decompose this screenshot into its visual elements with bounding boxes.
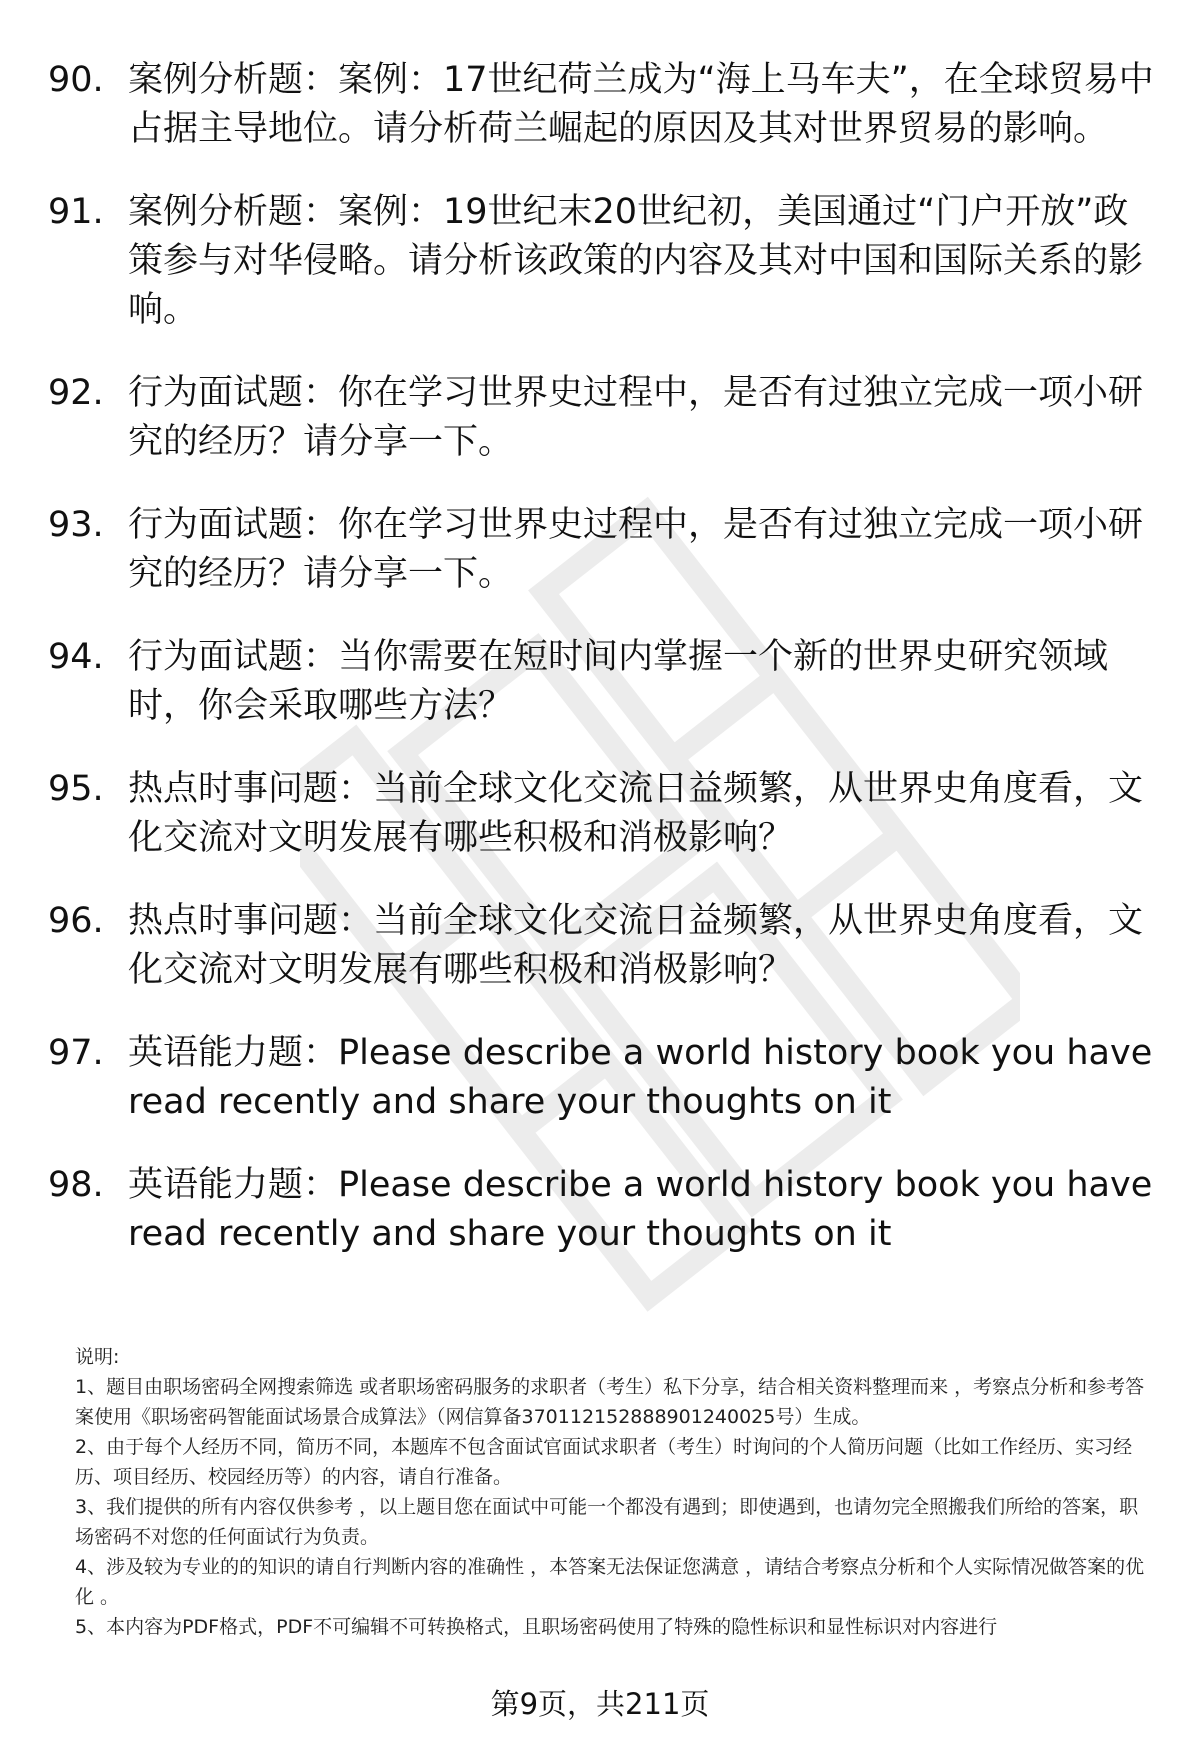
question-number: 92. [48,373,104,413]
question-item [48,633,1158,731]
disclaimer-notes [75,1342,1155,1642]
question-number: 90. [48,60,104,100]
question-number: 93. [48,505,104,545]
question-text: 热点时事问题：当前全球文化交流日益频繁，从世界史角度看，文化交流对文明发展有哪些积极和消极影响？ [128,901,1144,990]
question-text: 行为面试题：你在学习世界史过程中，是否有过独立完成一项小研究的经历？请分享一下。 [128,505,1144,594]
notes-heading: 说明: [75,1346,120,1368]
question-item [48,765,1158,863]
question-text: 行为面试题：当你需要在短时间内掌握一个新的世界史研究领域时，你会采取哪些方法？ [128,637,1109,726]
question-item [48,897,1158,995]
question-text: 案例分析题：案例：17世纪荷兰成为“海上马车夫”，在全球贸易中占据主导地位。请分析荷兰崛起的原因及其对世界贸易的影响。 [128,60,1154,149]
question-text: 英语能力题：Please describe a world history book you have read recently and share your thoughts on it [128,1033,1153,1122]
question-text: 热点时事问题：当前全球文化交流日益频繁，从世界史角度看，文化交流对文明发展有哪些积极和消极影响？ [128,769,1144,858]
question-item [48,188,1158,335]
page-footer [0,1684,1200,1724]
question-number: 94. [48,637,104,677]
note-item: 1、题目由职场密码全网搜索筛选 或者职场密码服务的求职者（考生）私下分享，结合相关资料整理而来 ，考察点分析和参考答案使用《职场密码智能面试场景合成算法》（网信算备370112152888901240025号）生成。 [75,1376,1145,1428]
question-text: 英语能力题：Please describe a world history book you have read recently and share your thoughts on it [128,1165,1153,1254]
question-item [48,501,1158,599]
question-number: 95. [48,769,104,809]
note-item: 2、由于每个人经历不同，简历不同，本题库不包含面试官面试求职者（考生）时询问的个人简历问题（比如工作经历、实习经历、项目经历、校园经历等）的内容，请自行准备。 [75,1436,1133,1488]
question-text: 案例分析题：案例：19世纪末20世纪初，美国通过“门户开放”政策参与对华侵略。请分析该政策的内容及其对中国和国际关系的影响。 [128,192,1144,330]
question-number: 97. [48,1033,104,1073]
question-item [48,56,1158,154]
question-number: 91. [48,192,104,232]
question-text: 行为面试题：你在学习世界史过程中，是否有过独立完成一项小研究的经历？请分享一下。 [128,373,1144,462]
note-item: 4、涉及较为专业的的知识的请自行判断内容的准确性 ，本答案无法保证您满意 ，请结合考察点分析和个人实际情况做答案的优化 。 [75,1556,1145,1608]
note-item: 5、本内容为PDF格式，PDF不可编辑不可转换格式，且职场密码使用了特殊的隐性标识和显性标识对内容进行 [75,1616,998,1638]
question-list [48,56,1158,1293]
note-item: 3、我们提供的所有内容仅供参考 ，以上题目您在面试中可能一个都没有遇到；即使遇到，也请勿完全照搬我们所给的答案，职场密码不对您的任何面试行为负责。 [75,1496,1139,1548]
question-item [48,1161,1158,1259]
page-number-label: 第9页，共211页 [490,1687,710,1721]
question-item [48,369,1158,467]
question-item [48,1029,1158,1127]
question-number: 98. [48,1165,104,1205]
question-number: 96. [48,901,104,941]
